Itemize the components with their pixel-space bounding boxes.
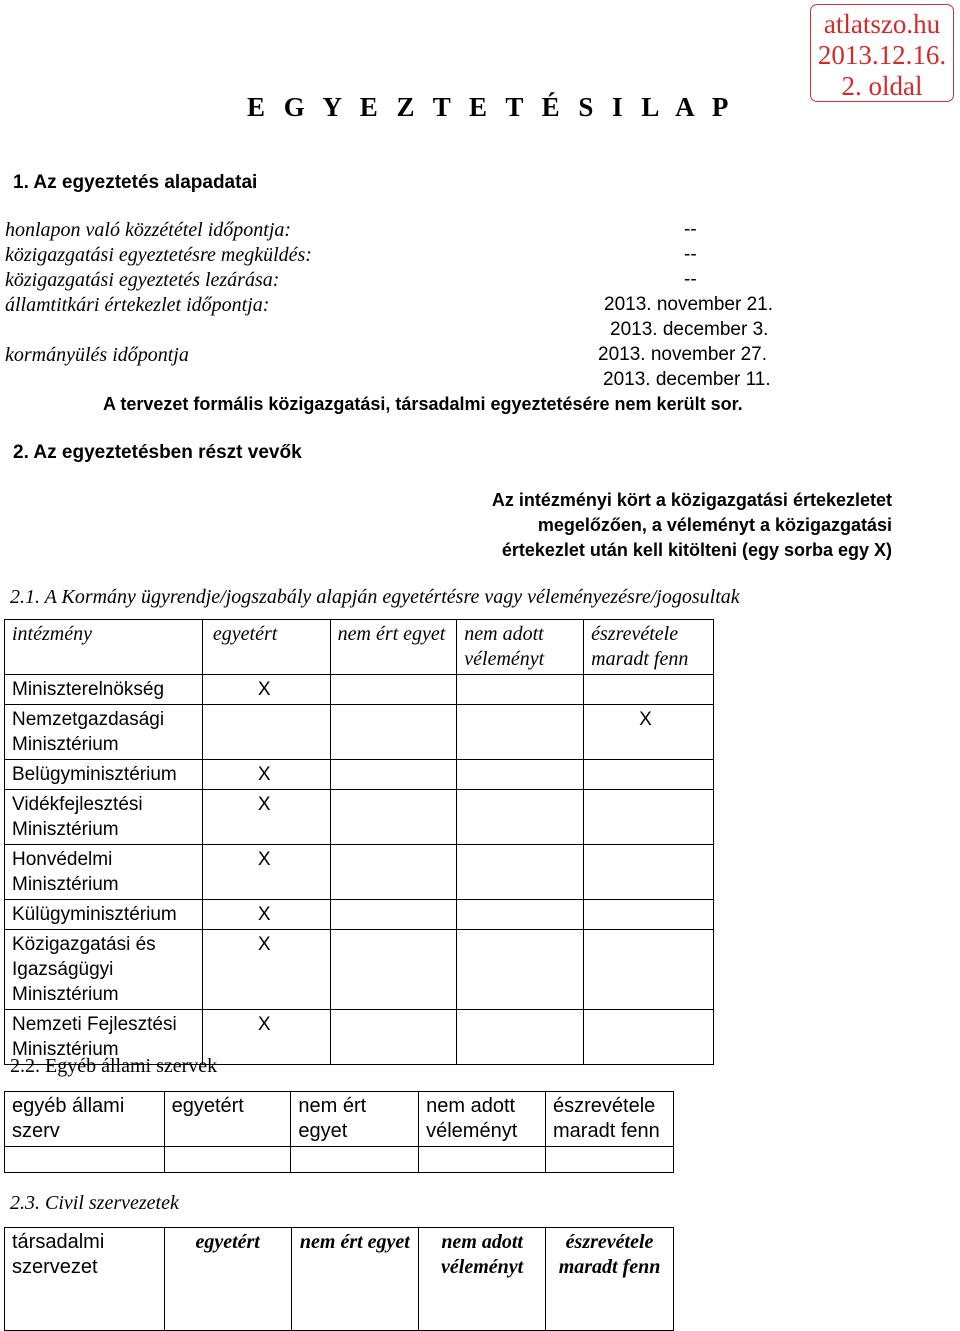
cell-remarks [584,760,714,790]
table-row [5,705,714,760]
cell-no-opinion [457,760,584,790]
cell-agree: X [202,1010,330,1065]
cell-agree: X [202,845,330,900]
cell-remarks [584,790,714,845]
cell-no-opinion [457,705,584,760]
empty-cell [164,1147,291,1173]
cell-disagree [330,760,457,790]
cell-no-opinion [457,790,584,845]
col-header-no-opinion: nem adott véleményt [419,1092,546,1147]
section1-heading: 1. Az egyeztetés alapadatai [13,172,258,193]
col-header-civil-org: társadalmi szervezet [5,1228,165,1331]
table-row [5,900,714,930]
empty-cell [419,1147,546,1173]
col-header-remarks: észrevétele maradt fenn [546,1228,674,1331]
stamp-page: 2. oldal [841,71,923,101]
institution-name: Közigazgatási és Igazságügyi Minisztérium [5,930,203,1010]
table-header-row [5,1092,674,1147]
field-value-government-meeting-1: 2013. november 27. [598,344,768,365]
cell-agree: X [202,760,330,790]
field-label-closed: közigazgatási egyeztetés lezárása: [5,269,280,291]
empty-cell [5,1147,165,1173]
cell-remarks: X [584,705,714,760]
cell-agree: X [202,790,330,845]
field-value-sent: -- [684,244,697,265]
table-row [5,1147,674,1173]
table-header-row [5,620,714,675]
cell-no-opinion [457,930,584,1010]
cell-disagree [330,790,457,845]
instruction-line-2: megelőzően, a véleményt a közigazgatási [537,515,892,535]
cell-agree: X [202,900,330,930]
cell-disagree [330,1010,457,1065]
stamp-site: atlatszo.hu [823,9,941,39]
instruction-line-3: értekezlet után kell kitölteni (egy sorba egy X) [501,540,892,560]
field-label-state-secretary-meeting: államtitkári értekezlet időpontja: [5,294,270,316]
col-header-disagree: nem ért egyet [291,1228,419,1331]
table-row [5,930,714,1010]
table-row [5,675,714,705]
stamp-date: 2013.12.16. [817,40,947,70]
other-bodies-table [4,1091,674,1173]
cell-disagree [330,845,457,900]
col-header-disagree: nem ért egyet [330,620,457,675]
cell-remarks [584,930,714,1010]
participants-table [4,619,714,1065]
col-header-no-opinion: nem adott véleményt [457,620,584,675]
table-row [5,790,714,845]
col-header-agree: egyetért [202,620,330,675]
col-header-agree: egyetért [164,1228,291,1331]
field-value-state-secretary-meeting-1: 2013. november 21. [604,294,774,315]
cell-remarks [584,900,714,930]
empty-cell [291,1147,419,1173]
cell-no-opinion [457,1010,584,1065]
institution-name: Nemzetgazdasági Minisztérium [5,705,203,760]
field-value-publication: -- [684,219,697,240]
cell-remarks [584,845,714,900]
civil-orgs-table [4,1227,674,1331]
cell-no-opinion [457,675,584,705]
institution-name: Nemzeti Fejlesztési Minisztérium [5,1010,203,1065]
empty-cell [546,1147,674,1173]
cell-remarks [584,675,714,705]
cell-agree: X [202,930,330,1010]
field-value-state-secretary-meeting-2: 2013. december 3. [610,319,769,340]
col-header-disagree: nem ért egyet [291,1092,419,1147]
table-row [5,845,714,900]
subsection-2-3-heading: 2.3. Civil szervezetek [10,1192,179,1214]
cell-disagree [330,900,457,930]
col-header-other-body: egyéb állami szerv [5,1092,165,1147]
watermark-stamp [810,4,954,102]
table-row [5,760,714,790]
field-value-government-meeting-2: 2013. december 11. [603,369,771,390]
field-label-publication: honlapon való közzététel időpontja: [5,219,292,241]
institution-name: Miniszterelnökség [5,675,203,705]
field-label-government-meeting: kormányülés időpontja [5,344,189,366]
cell-disagree [330,675,457,705]
instruction-line-1: Az intézményi kört a közigazgatási értekezletet [491,490,892,510]
institution-name: Külügyminisztérium [5,900,203,930]
consultation-note: A tervezet formális közigazgatási, társadalmi egyeztetésére nem került sor. [103,394,743,414]
field-label-sent: közigazgatási egyeztetésre megküldés: [5,244,312,266]
cell-disagree [330,705,457,760]
institution-name: Vidékfejlesztési Minisztérium [5,790,203,845]
table-header-row [5,1228,674,1331]
cell-no-opinion [457,900,584,930]
field-value-closed: -- [684,269,697,290]
cell-remarks [584,1010,714,1065]
cell-disagree [330,930,457,1010]
institution-name: Honvédelmi Minisztérium [5,845,203,900]
subsection-2-1-heading: 2.1. A Kormány ügyrendje/jogszabály alapján egyetértésre vagy véleményezésre/jogosultak [10,586,740,608]
col-header-remarks: észrevétele maradt fenn [584,620,714,675]
col-header-no-opinion: nem adott véleményt [419,1228,546,1331]
cell-agree: X [202,675,330,705]
cell-no-opinion [457,845,584,900]
section2-heading: 2. Az egyeztetésben részt vevők [13,442,302,463]
institution-name: Belügyminisztérium [5,760,203,790]
fill-instructions [492,488,892,563]
col-header-remarks: észrevétele maradt fenn [546,1092,674,1147]
subsection-2-2-heading: 2.2. Egyéb állami szervek [10,1055,218,1077]
col-header-institution: intézmény [5,620,203,675]
page-title: E G Y E Z T E T É S I L A P [247,92,735,122]
col-header-agree: egyetért [164,1092,291,1147]
cell-agree [202,705,330,760]
